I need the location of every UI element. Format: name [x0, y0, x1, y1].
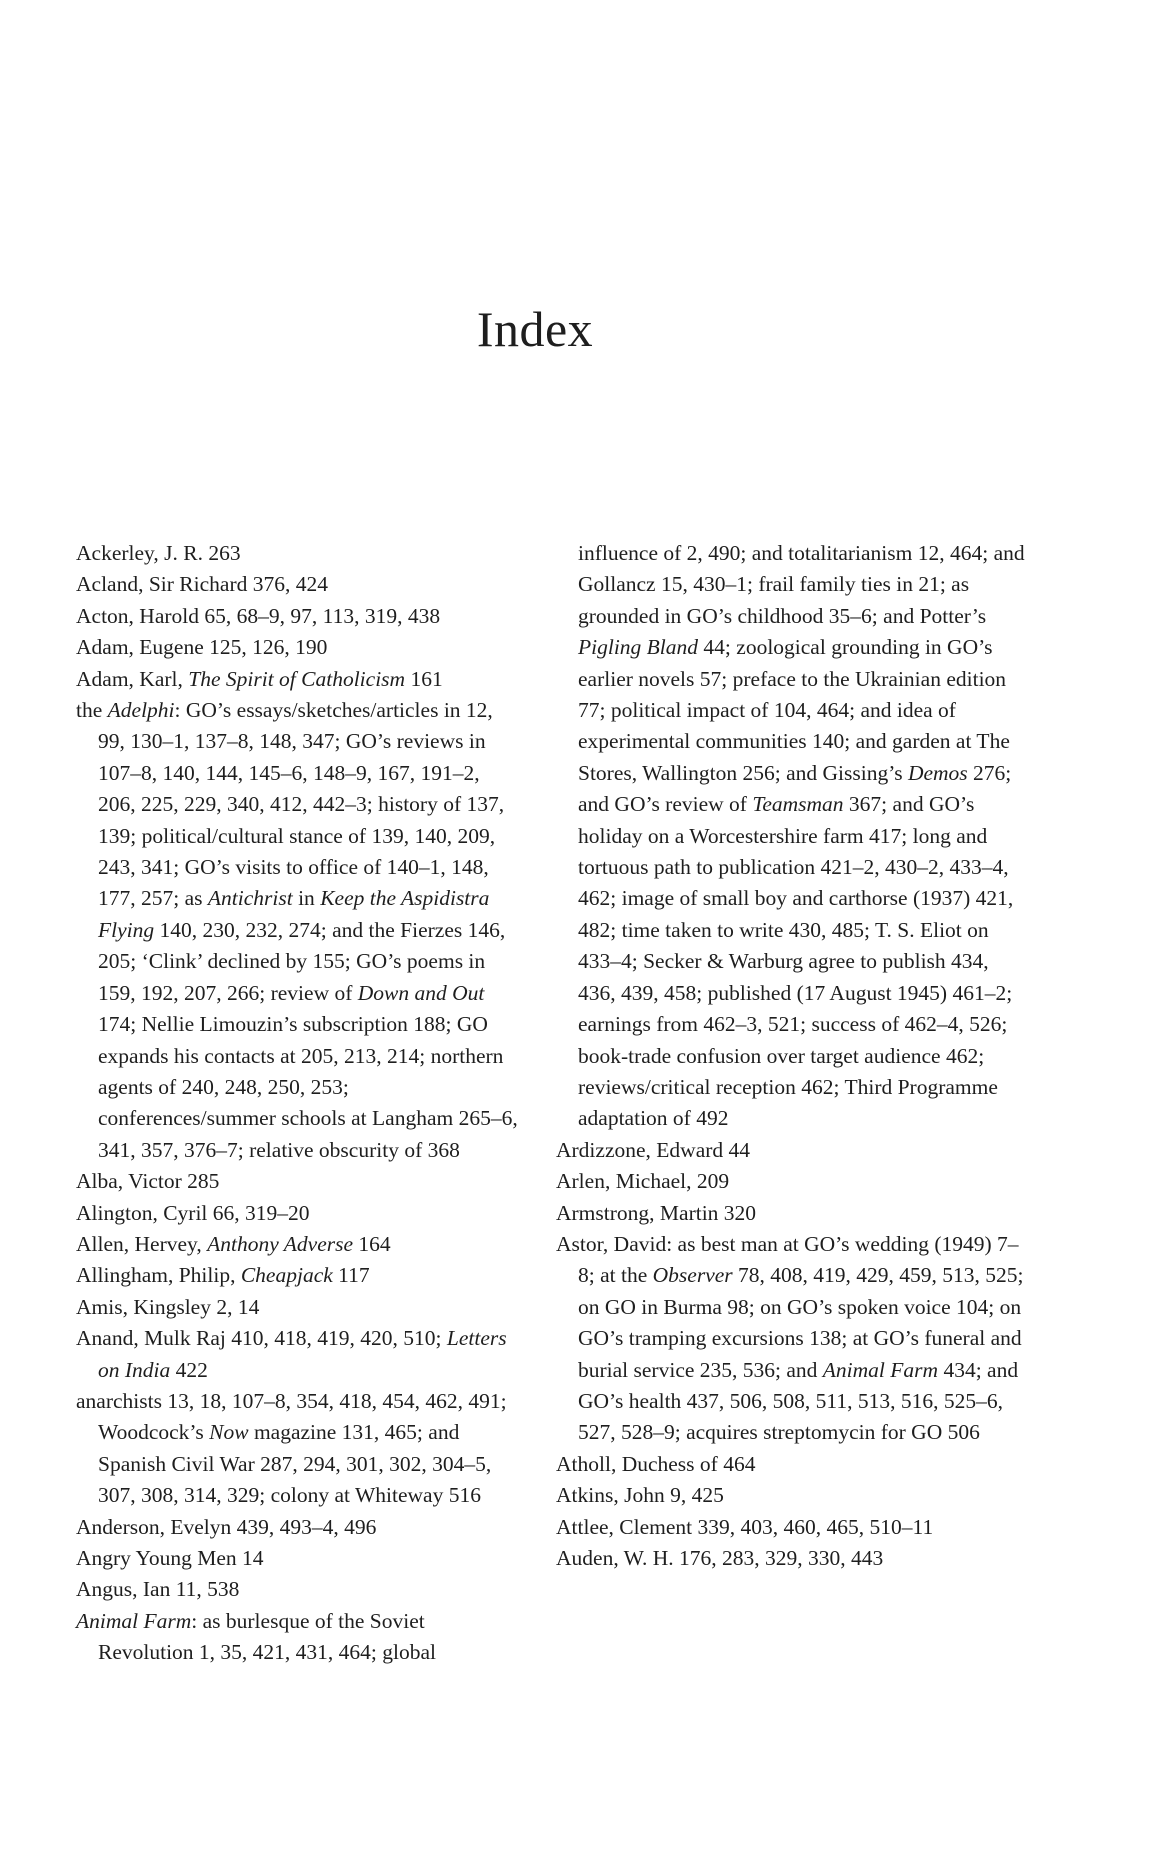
index-entry: [76, 569, 521, 600]
index-entry-text: Adam, Eugene 125, 126, 190: [76, 635, 328, 660]
index-entry-text: 117: [332, 1263, 370, 1288]
index-entry-text: 434; and GO’s health 437, 506, 508, 511, 513, 516, 525–6, 527, 528–9; acquires streptomycin for GO 506: [578, 1357, 1019, 1445]
index-entry: [76, 1512, 521, 1543]
index-entry-text: Amis, Kingsley 2, 14: [76, 1294, 260, 1319]
index-entry: [76, 1574, 521, 1605]
index-entry-title: Antichrist: [207, 886, 293, 911]
index-entry-text: anarchists 13, 18, 107–8, 354, 418, 454, 462, 491; Woodcock’s: [76, 1388, 507, 1445]
index-entry-text: influence of 2, 490; and totalitarianism 12, 464; and Gollancz 15, 430–1; frail family ties in 21; as grounded in GO’s childhood 35–6; and Potter’s: [578, 541, 1025, 628]
index-entry: [76, 1543, 521, 1574]
index-entry: [556, 1198, 1026, 1229]
index-entry-text: magazine 131, 465; and Spanish Civil War 287, 294, 301, 302, 304–5, 307, 308, 314, 329; colony at Whiteway 516: [98, 1420, 492, 1508]
index-entry-title: Down and Out: [357, 980, 485, 1005]
index-entry-text: 161: [405, 666, 443, 691]
index-entry: [556, 1480, 1026, 1511]
index-entry-title: Demos: [907, 760, 968, 785]
index-entry-text: Arlen, Michael, 209: [556, 1169, 730, 1194]
index-entry-title: Pigling Bland: [578, 635, 699, 660]
index-entry-title: Letters on India: [98, 1326, 507, 1382]
index-entry-text: 367; and GO’s holiday on a Worcestershire farm 417; long and tortuous path to publication 421–2, 430–2, 433–4, 462; image of small boy and carthorse (1937) 421, 482; time taken to write 430, 485; T. S. Eliot on 433–4; Secker & Warburg agree to publish 434, 436, 439, 458; published (17 August 1945) 461–2; earnings from 462–3, 521; success of 462–4, 526; book-trade confusion over target audience 462; reviews/critical reception 462; Third Programme adaptation of 492: [578, 792, 1014, 1131]
index-entry-text: Angry Young Men 14: [76, 1546, 264, 1570]
index-entry-text: Auden, W. H. 176, 283, 329, 330, 443: [556, 1546, 884, 1570]
index-entry-text: 164: [353, 1231, 391, 1256]
index-entry-title: Now: [209, 1420, 249, 1445]
index-entry-text: Ackerley, J. R. 263: [76, 541, 241, 565]
index-entry-title: Teamsman: [752, 792, 844, 817]
index-entry: [76, 1166, 521, 1197]
index-column-left: [76, 538, 521, 1669]
index-entry-text: : as burlesque of the Soviet Revolution 1, 35, 421, 431, 464; global: [98, 1608, 437, 1665]
index-entry-text: Allen, Hervey,: [76, 1231, 208, 1256]
index-entry-text: 174; Nellie Limouzin’s subscription 188; GO expands his contacts at 205, 213, 214; northern agents of 240, 248, 250, 253; conferences/summer schools at Langham 265–6, 341, 357, 376–7; relative obscurity of 368: [98, 1012, 518, 1162]
index-entry-text: Allingham, Philip,: [76, 1263, 241, 1288]
index-entry: [76, 632, 521, 663]
index-entry-text: Attlee, Clement 339, 403, 460, 465, 510–11: [556, 1514, 934, 1539]
index-entry: [76, 1292, 521, 1323]
index-entry-text: 78, 408, 419, 429, 459, 513, 525; on GO in Burma 98; on GO’s spoken voice 104; on GO’s tramping excursions 138; at GO’s funeral and burial service 235, 536; and: [578, 1263, 1024, 1382]
index-entry-title: Animal Farm: [822, 1357, 939, 1382]
index-entry-text: the: [76, 698, 108, 723]
index-entry-text: 422: [170, 1357, 208, 1382]
index-entry-text: 140, 230, 232, 274; and the Fierzes 146, 205; ‘Clink’ declined by 155; GO’s poems in 159, 192, 207, 266; review of: [98, 917, 506, 1005]
index-entry-text: 276; and GO’s review of: [578, 760, 1012, 817]
index-entry: [556, 1135, 1026, 1166]
index-entry-title: Cheapjack: [240, 1263, 333, 1288]
index-entry-text: Anderson, Evelyn 439, 493–4, 496: [76, 1514, 377, 1539]
index-entry-text: Acland, Sir Richard 376, 424: [76, 572, 328, 597]
index-entry: [76, 538, 521, 569]
index-entry: [556, 1449, 1026, 1480]
index-entry-title: Observer: [652, 1263, 733, 1288]
index-entry: [556, 538, 1026, 1135]
index-entry: [556, 1166, 1026, 1197]
index-entry-title: Keep the Aspidistra Flying: [98, 886, 490, 942]
index-entry: [556, 1543, 1026, 1574]
index-entry-title: Animal Farm: [76, 1608, 192, 1633]
index-entry-text: Atkins, John 9, 425: [556, 1483, 724, 1508]
index-entry: [76, 1386, 521, 1512]
index-entry: [76, 1323, 521, 1386]
index-entry: [76, 1260, 521, 1291]
index-entry-text: Astor, David: as best man at GO’s wedding (1949) 7–8; at the: [556, 1231, 1019, 1288]
index-entry-title: Anthony Adverse: [207, 1231, 354, 1256]
index-entry: [76, 1606, 521, 1669]
index-entry: [76, 664, 521, 695]
index-entry-title: Adelphi: [107, 698, 175, 723]
index-entry-title: The Spirit of Catholicism: [188, 666, 406, 691]
index-entry-text: 44; zoological grounding in GO’s earlier novels 57; preface to the Ukrainian edition 77; political impact of 104, 464; and idea of experimental communities 140; and garden at The Stores, Wallington 256; and Gissing’s: [578, 635, 1010, 785]
index-column-right: [556, 538, 1026, 1574]
index-entry: [556, 1229, 1026, 1449]
index-entry-text: Alba, Victor 285: [76, 1169, 220, 1194]
index-entry: [76, 695, 521, 1166]
index-entry-text: in: [292, 886, 321, 911]
index-entry: [556, 1512, 1026, 1543]
index-entry-text: Adam, Karl,: [76, 666, 189, 691]
index-entry-text: : GO’s essays/sketches/articles in 12, 99, 130–1, 137–8, 148, 347; GO’s reviews in 107–8, 140, 144, 145–6, 148–9, 167, 191–2, 206, 225, 229, 340, 412, 442–3; history of 137, 139; political/cultural stance of 139, 140, 209, 243, 341; GO’s visits to office of 140–1, 148, 177, 257; as: [98, 698, 505, 911]
index-entry-text: Anand, Mulk Raj 410, 418, 419, 420, 510;: [76, 1326, 447, 1351]
page-title: Index: [476, 301, 594, 357]
index-entry: [76, 601, 521, 632]
index-entry-text: Alington, Cyril 66, 319–20: [76, 1200, 310, 1225]
index-entry-text: Armstrong, Martin 320: [556, 1200, 757, 1225]
index-entry: [76, 1198, 521, 1229]
index-entry-text: Acton, Harold 65, 68–9, 97, 113, 319, 438: [76, 603, 441, 628]
index-entry-text: Atholl, Duchess of 464: [556, 1451, 756, 1476]
index-entry: [76, 1229, 521, 1260]
index-entry-text: Angus, Ian 11, 538: [76, 1577, 240, 1602]
index-entry-text: Ardizzone, Edward 44: [556, 1137, 751, 1162]
